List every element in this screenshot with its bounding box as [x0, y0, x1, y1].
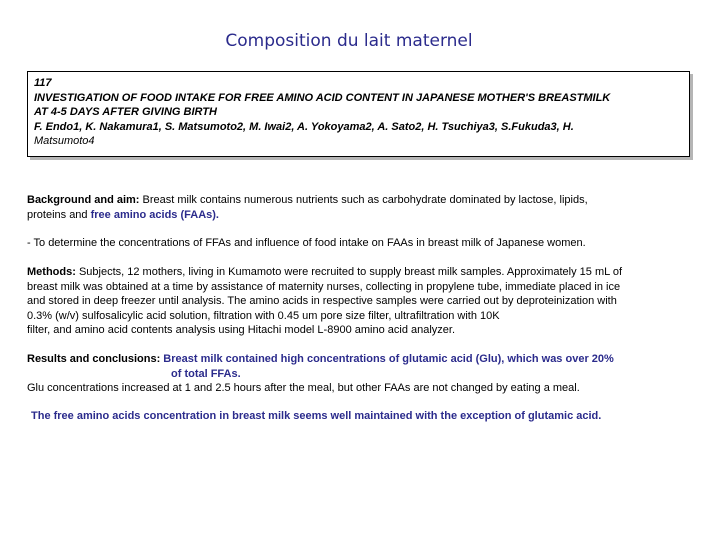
objective-paragraph: - To determine the concentrations of FFAs and influence of food intake on FAAs in breast milk of Japanese women. — [27, 237, 586, 249]
background-label: Background and aim: — [27, 194, 140, 206]
methods-line-4: 0.3% (w/v) sulfosalicylic acid solution, filtration with 0.45 um pore size filter, ultrafiltration with 10K — [27, 309, 500, 322]
methods-line-3: and stored in deep freezer until analysis. The amino acids in respective samples were carried out by deproteinization with — [27, 295, 617, 308]
background-highlight: free amino acids (FAAs). — [90, 208, 219, 221]
methods-line-1: Subjects, 12 mothers, living in Kumamoto were recruited to supply breast milk samples. Approximately 15 mL of — [75, 266, 623, 278]
abstract-header-box — [27, 71, 690, 157]
abstract-heading-line-1: INVESTIGATION OF FOOD INTAKE FOR FREE AMINO ACID CONTENT IN JAPANESE MOTHER'S BREASTMILK — [34, 91, 611, 104]
results-line-3: Glu concentrations increased at 1 and 2.5 hours after the meal, but other FAAs are not changed by eating a meal. — [27, 382, 580, 395]
results-highlight-2: of total FFAs. — [171, 367, 241, 380]
background-text-2: proteins and — [27, 208, 91, 221]
results-paragraph — [27, 352, 687, 396]
results-highlight-1: Breast milk contained high concentrations of glutamic acid (Glu), which was over 20% — [160, 353, 614, 365]
abstract-authors-line-2: Matsumoto4 — [34, 135, 95, 148]
page-title: Composition du lait maternel — [225, 31, 473, 51]
background-text-1: Breast milk contains numerous nutrients such as carbohydrate dominated by lactose, lipids, — [139, 194, 588, 206]
conclusion-paragraph: The free amino acids concentration in breast milk seems well maintained with the exception of glutamic acid. — [31, 410, 602, 422]
results-label: Results and conclusions: — [27, 353, 161, 365]
abstract-authors-line-1: F. Endo1, K. Nakamura1, S. Matsumoto2, M. Iwai2, A. Yokoyama2, A. Sato2, H. Tsuchiya3, S.Fukuda3, H. — [34, 120, 574, 133]
abstract-heading-line-2: AT 4-5 DAYS AFTER GIVING BIRTH — [34, 106, 217, 119]
methods-label: Methods: — [27, 266, 76, 278]
methods-paragraph — [27, 265, 687, 338]
abstract-number: 117 — [34, 77, 52, 89]
methods-line-5: filter, and amino acid contents analysis using Hitachi model L-8900 amino acid analyzer. — [27, 324, 456, 337]
methods-line-2: breast milk was obtained at a time by assistance of maternity nurses, collecting in propylene tube, immediate placed in ice — [27, 280, 621, 293]
background-paragraph — [27, 193, 687, 222]
